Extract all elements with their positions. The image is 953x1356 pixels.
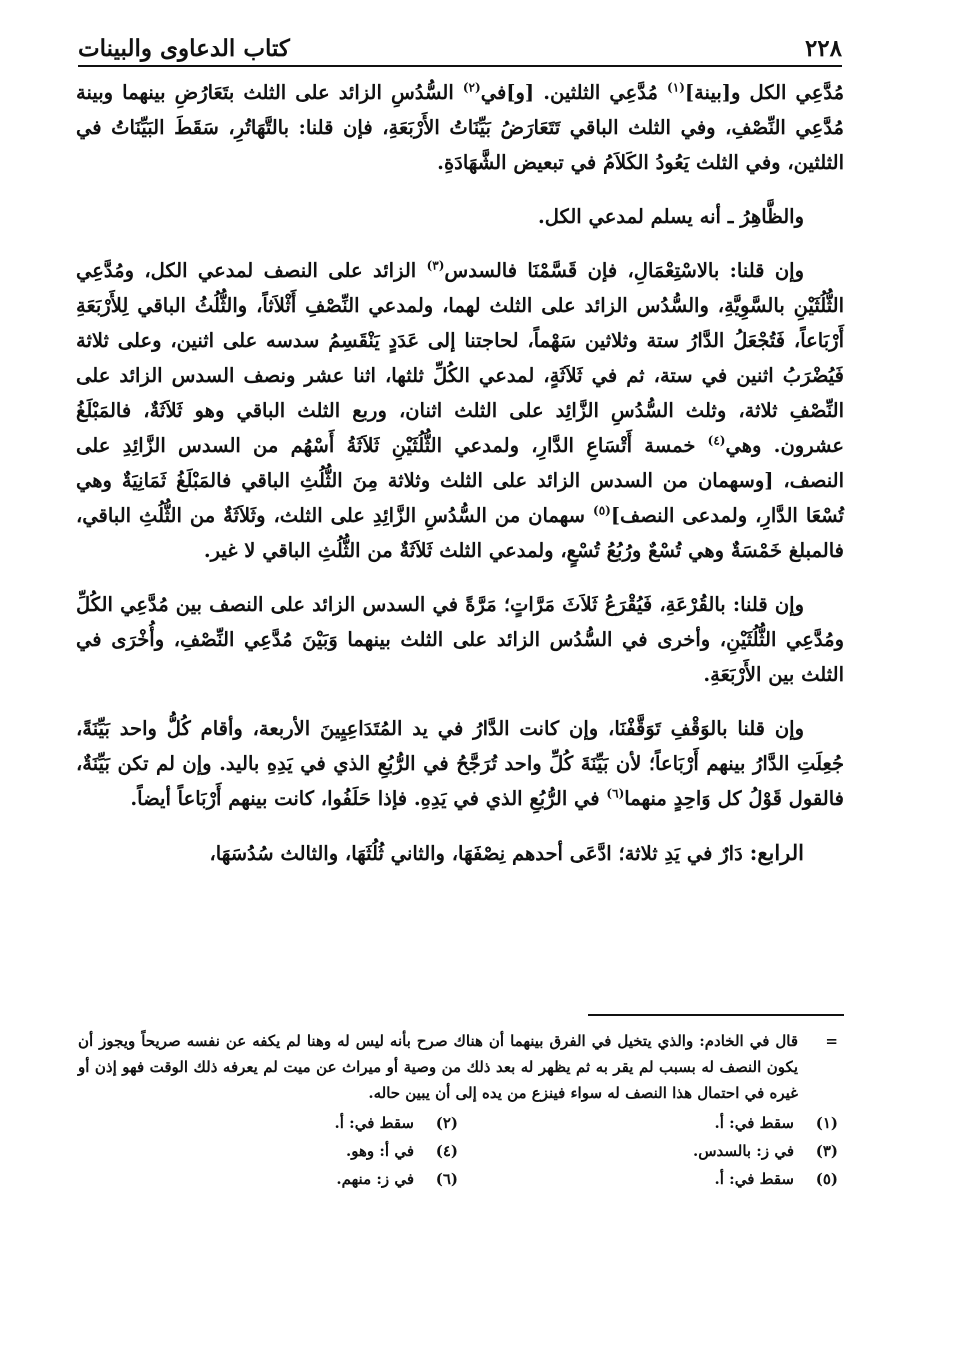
footnote-number: (٢) (435, 1114, 458, 1132)
header-rule (78, 65, 842, 67)
footnote-5 (458, 1166, 838, 1192)
footnote-ref-3[interactable]: (٣) (426, 258, 445, 273)
paragraph-1 (76, 75, 844, 180)
text-run: مُدَّعِي الثلثين. [و]في (480, 81, 668, 104)
footnote-number: (١) (815, 1114, 838, 1132)
book-title: كتاب الدعاوى والبينات (78, 35, 290, 62)
footnote-6 (78, 1166, 458, 1192)
text-run: وإن قلنا بالوَقْفِ تَوَقَّفْنَا، وإن كانت الدَّارُ في يد المُتَدَاعِيِينَ الأربعة، وأقام كُلُّ واحد بَيِّنَةً، جُعِلَتِ الدَّارُ بينهم أَرْبَاعاً؛ لأن بَيِّنَةَ كُلِّ واحد تُرَجَّحُ في الرُّبُعِ الذي في يَدِهِ باليد. وإن لم تكن بَيِّنَةٌ، فالقول قَوْلُ كل وَاحِدٍ منهما (76, 717, 844, 810)
footnote-number: (٤) (435, 1142, 458, 1160)
footnote-text: سقط في: أ. (334, 1114, 414, 1132)
footnote-4 (78, 1138, 458, 1164)
footnote-ref-1[interactable]: (١) (667, 80, 685, 95)
footnotes (78, 1028, 842, 1192)
footnote-number: (٥) (815, 1170, 838, 1188)
text-run: وإن قلنا: بالاسْتِعْمَالِ، فإن قَسَّمْنَا فالسدس (444, 259, 804, 282)
page-number: ٢٢٨ (804, 35, 842, 62)
footnote-number: (٦) (435, 1170, 458, 1188)
paragraph-2: والظَّاهِرُ ـ أنه يسلم لمدعي الكل. (538, 205, 804, 228)
main-text (76, 75, 844, 890)
footnote-ref-6[interactable]: (٦) (606, 786, 625, 801)
footnote-list (78, 1110, 842, 1192)
text-run: سهمان من السُّدُسِ الزَّائِدِ على الثلث، وثَلاَثَةٌ من الثُّلُثِ الباقي، فالمبلغ خَمْسَةٌ وهي تُسْعٌ ورُبُعُ تُسْعٍ، ولمدعي الثلث ثَلاَثَةٌ من الثُّلُثِ الباقي لا غير. (76, 504, 844, 562)
paragraph-4: وإن قلنا: بالقُرْعَةِ، فَيُقْرَعُ ثَلاَثَ مَرَّاتٍ؛ مَرَّةً في السدس الزائد على النصف بين مُدَّعِي الكُلِّ ومُدَّعِي الثُّلُثَيْنِ، وأخرى في السُّدُس الزائد على الثلث بينهما وَبَيْنَ مُدَّعِي النِّصْفِ، وأُخْرَى في الثلث بين الأَرْبَعَةِ. (76, 593, 844, 686)
footnote-1 (458, 1110, 838, 1136)
footnote-text: في أ: وهو. (346, 1142, 414, 1160)
footnote-text: في ز: منهم. (336, 1170, 414, 1188)
text-run: مُدَّعِي الكل و[بينة] (684, 81, 845, 104)
footnote-text: سقط في: أ. (714, 1114, 794, 1132)
text-run: الزائد على النصف لمدعي الكل، ومُدَّعِي الثُّلُثَيْنِ بالسَّوِيَّةِ، والسُّدُس الزائد على الثلث لهما، ولمدعي النِّصْفِ أَثْلاَثاً، والثُّلُثُ الباقي لِلأَرْبَعَةِ أَرْبَاعاً، فَتُجْعَلُ الدَّارُ ستة وثلاثين سَهْماً، لحاجتنا إلى عَدَدٍ يَنْقَسِمُ سدسه على اثنين، وعلى ثلاثة فَيُضْرَبُ اثنين في ستة، ثم في ثَلاَثَةٍ، لمدعي الكُلِّ ثلثها، اثنا عشر ونصف السدس الزائد على النِّصْفِ ثلاثة، وثلث السُّدُسِ الزَّائِد على الثلث اثنان، وربع الثلث الباقي وهو ثَلاَثَةٌ، فالمَبْلَغُ عشرون. وهي (76, 259, 844, 457)
footnote-ref-5[interactable]: (٥) (593, 503, 611, 518)
footnote-ref-4[interactable]: (٤) (707, 433, 726, 448)
footnote-ref-2[interactable]: (٢) (462, 80, 481, 95)
continuation-mark: = (825, 1032, 838, 1050)
paragraph-6 (76, 835, 844, 871)
footnote-number: (٣) (815, 1142, 838, 1160)
footnote-text: سقط في: أ. (714, 1170, 794, 1188)
continuation-text: قال في الخادم: والذي يتخيل في الفرق بينهما أن هناك صرح بأنه ليس له وهنا لم يكفه عن نفسه صريحاً ويجوز أن يكون النصف له بسبب لم يقر به ثم يظهر له بعد ذلك من وصية أو ميراث عن ميت لم يعرفه ذلك الوقت فهو إذن أو غيره في احتمال هذا النصف له سواء فينزع من يده إلى أن يبين حاله. (78, 1032, 798, 1102)
paragraph-5 (76, 711, 844, 816)
text-run: خمسة أَتْسَاعِ الدَّارِ، ولمدعي الثُّلُثَيْنِ ثَلاَثَةُ أَسْهُم من السدس الزَّائِدِ على النصف، [وسهمان من السدس الزائد على الثلث وثلاثة مِنَ الثُّلُثِ الباقي فالمَبْلَغُ ثَمَانِيَةٌ وهي تُسْعَا الدَّارِ، ولمدعى النصف] (76, 434, 844, 527)
footnote-rule (588, 1014, 844, 1016)
section-lead: الرابع: (749, 840, 804, 865)
footnote-continuation (78, 1028, 842, 1106)
page-header (78, 22, 842, 62)
text-run: دَارٌ في يَدِ ثلاثة؛ ادَّعَى أحدهم نِصْفَهَا، والثاني ثُلُثَهَا، والثالث سُدُسَهَا، (209, 842, 750, 865)
paragraph-3 (76, 253, 844, 568)
footnote-2 (78, 1110, 458, 1136)
text-run: السُّدُسِ الزائد على الثلث بتَعَارُضِ بينهما وبينة مُدَّعِي النِّصْفِ، وفي الثلث الباقي تَتَعَارَضُ بَيِّنَاتُ الأَرْبَعَةِ، فإن قلنا: بالتَّهَاتُرِ، سَقَطَ البَيِّنَاتُ في الثلثين، وفي الثلث يَعُودُ الكَلاَمُ في تبعيض الشَّهَادَةِ. (76, 81, 844, 174)
footnote-3 (458, 1138, 838, 1164)
text-run: في الرُّبُعِ الذي في يَدِهِ. فإذا حَلَفُوا، كانت بينهم أَرْبَاعاً أيضاً. (130, 787, 607, 810)
footnote-text: في ز: بالسدس. (692, 1142, 794, 1160)
